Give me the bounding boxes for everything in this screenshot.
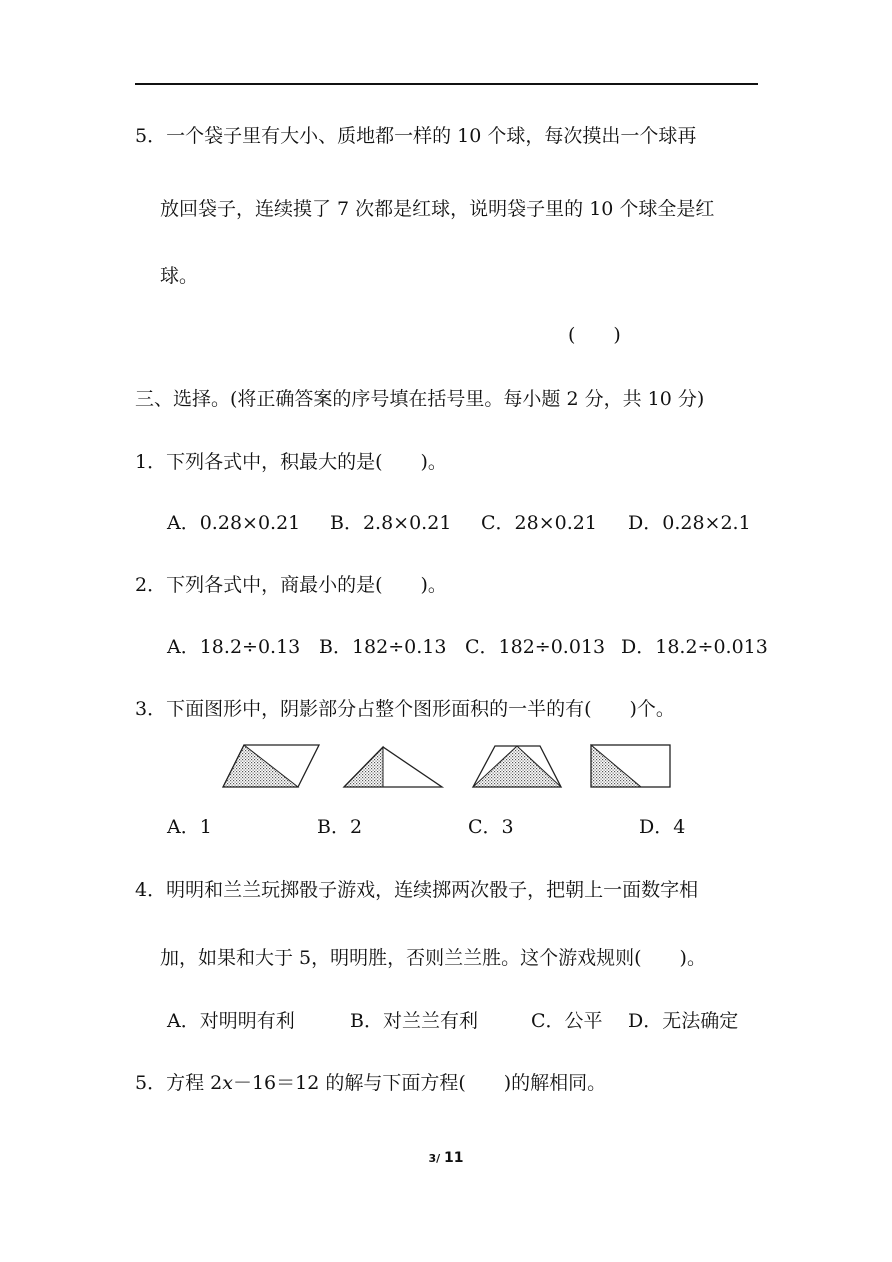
q3-option-c: C．3 xyxy=(468,816,514,838)
q2-stem: 2．下列各式中，商最小的是( )。 xyxy=(135,574,447,596)
page-total: 11 xyxy=(444,1150,464,1166)
q5-stem xyxy=(135,1070,606,1096)
q3-option-b: B．2 xyxy=(317,816,363,838)
page-number xyxy=(0,1150,892,1166)
q1-stem: 1．下列各式中，积最大的是( )。 xyxy=(135,451,447,473)
figure-trapezoid xyxy=(473,746,561,787)
q2-option-b: B．182÷0.13 xyxy=(319,636,447,658)
q4-option-d: D．无法确定 xyxy=(628,1010,739,1032)
q2-option-a: A．18.2÷0.13 xyxy=(167,636,301,658)
q4-option-a: A．对明明有利 xyxy=(167,1010,295,1032)
page-separator: / xyxy=(436,1152,445,1165)
q4-option-b: B．对兰兰有利 xyxy=(350,1010,478,1032)
q1-option-d: D．0.28×2.1 xyxy=(628,512,751,534)
figure-rectangle xyxy=(591,745,670,787)
q5-variable: x xyxy=(222,1072,233,1094)
q5-stem-pre: 5．方程 2 xyxy=(135,1072,223,1094)
judge-q5-line1: 5．一个袋子里有大小、质地都一样的 10 个球，每次摸出一个球再 xyxy=(135,125,697,147)
q2-option-d: D．18.2÷0.013 xyxy=(621,636,768,658)
q3-stem: 3．下面图形中，阴影部分占整个图形面积的一半的有( )个。 xyxy=(135,698,675,720)
q1-option-c: C．28×0.21 xyxy=(481,512,597,534)
q3-option-d: D．4 xyxy=(639,816,686,838)
judge-q5-line3: 球。 xyxy=(160,265,199,287)
q4-option-c: C．公平 xyxy=(531,1010,603,1032)
judge-q5-answer-blank[interactable]: ( ) xyxy=(568,324,621,346)
q1-option-a: A．0.28×0.21 xyxy=(167,512,301,534)
section-heading: 三、选择。(将正确答案的序号填在括号里。每小题 2 分，共 10 分) xyxy=(135,388,705,410)
q4-line1: 4．明明和兰兰玩掷骰子游戏，连续掷两次骰子，把朝上一面数字相 xyxy=(135,879,699,901)
q2-option-c: C．182÷0.013 xyxy=(465,636,606,658)
page-current: 3 xyxy=(428,1152,437,1165)
figure-parallelogram xyxy=(223,745,319,787)
q1-option-b: B．2.8×0.21 xyxy=(330,512,452,534)
header-rule xyxy=(135,83,758,85)
q3-figures xyxy=(215,738,680,794)
judge-q5-line2: 放回袋子，连续摸了 7 次都是红球，说明袋子里的 10 个球全是红 xyxy=(160,198,715,220)
q5-stem-post: －16＝12 的解与下面方程( )的解相同。 xyxy=(232,1072,607,1094)
q3-option-a: A．1 xyxy=(167,816,212,838)
q4-line2: 加，如果和大于 5，明明胜，否则兰兰胜。这个游戏规则( )。 xyxy=(160,947,706,969)
figure-triangle xyxy=(344,747,442,787)
